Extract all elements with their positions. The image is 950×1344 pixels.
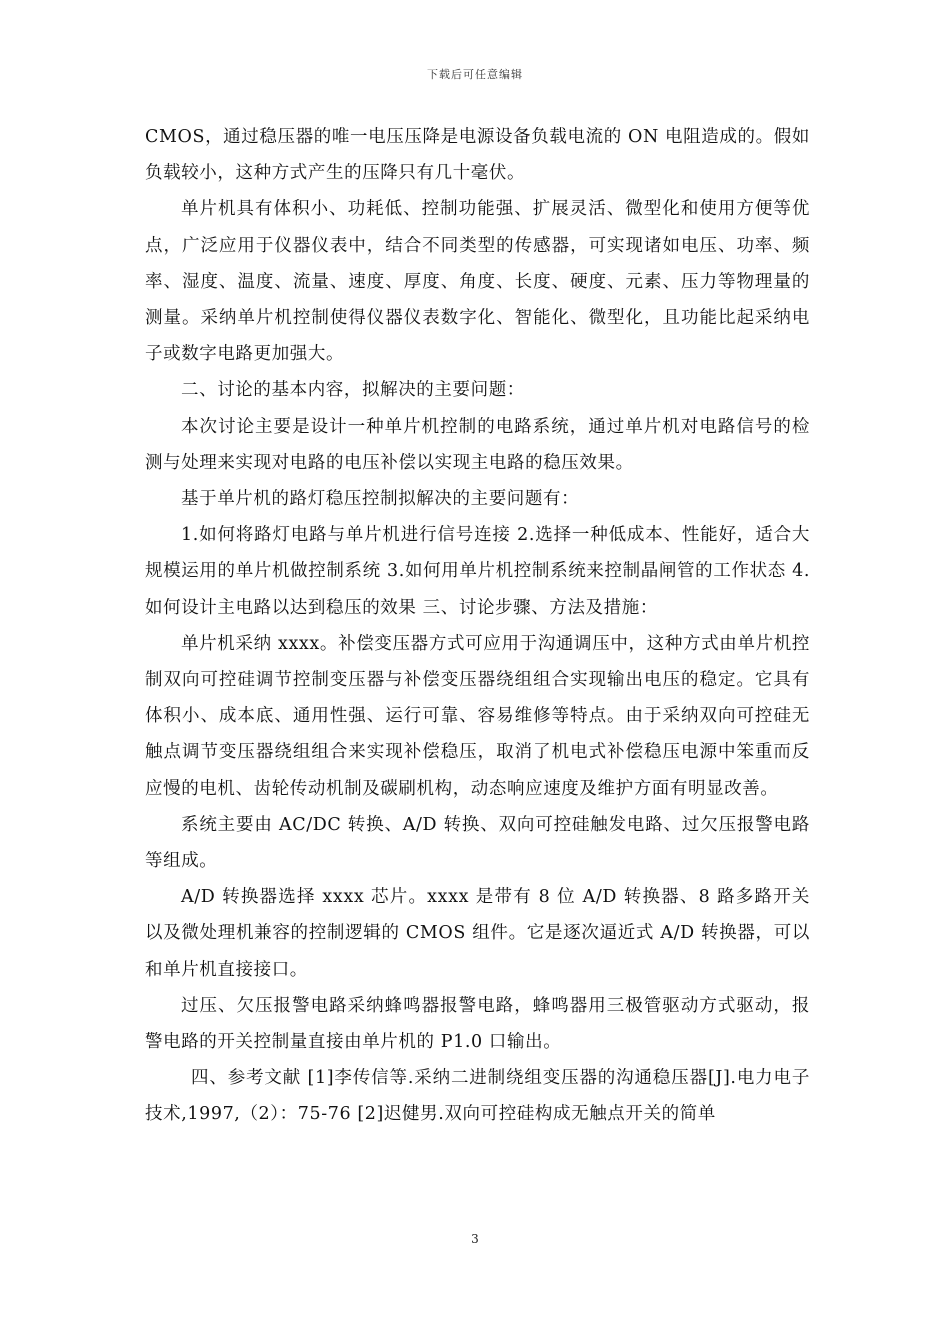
document-body: [145, 119, 810, 1133]
paragraph-research-goal: 本次讨论主要是设计一种单片机控制的电路系统，通过单片机对电路信号的检测与处理来实现对电路的电压补偿以实现主电路的稳压效果。: [145, 416, 810, 473]
page-header: 下载后可任意编辑: [427, 68, 523, 81]
paragraph-cmos-continuation: CMOS，通过稳压器的唯一电压压降是电源设备负载电流的 ON 电阻造成的。假如负载较小，这种方式产生的压降只有几十毫伏。: [145, 127, 810, 184]
paragraph-problems-intro: 基于单片机的路灯稳压控制拟解决的主要问题有：: [181, 489, 580, 510]
paragraph-alarm-circuit: 过压、欠压报警电路采纳蜂鸣器报警电路，蜂鸣器用三极管驱动方式驱动，报警电路的开关控制量直接由单片机的 P1.0 口输出。: [145, 995, 810, 1053]
paragraph-ad-converter: A/D 转换器选择 xxxx 芯片。xxxx 是带有 8 位 A/D 转换器、8 路多路开关以及微处理机兼容的控制逻辑的 CMOS 组件。它是逐次逼近式 A/D 转换器，可以和单片机直接接口。: [145, 887, 810, 980]
paragraph-compensation-method: 单片机采纳 xxxx。补偿变压器方式可应用于沟通调压中，这种方式由单片机控制双向可控硅调节控制变压器与补偿变压器绕组组合实现输出电压的稳定。它具有体积小、成本底、通用性强、运行可靠、容易维修等特点。由于采纳双向可控硅无触点调节变压器绕组组合来实现补偿稳压，取消了机电式补偿稳压电源中笨重而反应慢的电机、齿轮传动机制及碳刷机构，动态响应速度及维护方面有明显改善。: [145, 633, 810, 799]
paragraph-references: 四、参考文献 [1]李传信等.采纳二进制绕组变压器的沟通稳压器[J].电力电子技术,1997,（2）：75-76 [2]迟健男.双向可控硅构成无触点开关的简单: [145, 1068, 810, 1125]
section-heading-basic-content: 二、讨论的基本内容，拟解决的主要问题：: [181, 380, 525, 401]
paragraph-mcu-advantages: 单片机具有体积小、功耗低、控制功能强、扩展灵活、微型化和使用方便等优点，广泛应用于仪器仪表中，结合不同类型的传感器，可实现诸如电压、功率、频率、湿度、温度、流量、速度、厚度、角度、长度、硬度、元素、压力等物理量的测量。采纳单片机控制使得仪器仪表数字化、智能化、微型化，且功能比起采纳电子或数字电路更加强大。: [145, 199, 810, 365]
paragraph-system-components: 系统主要由 AC/DC 转换、A/D 转换、双向可控硅触发电路、过欠压报警电路等组成。: [145, 814, 810, 872]
page-number: 3: [471, 1232, 479, 1246]
paragraph-problems-list: 1.如何将路灯电路与单片机进行信号连接 2.选择一种低成本、性能好，适合大规模运用的单片机做控制系统 3.如何用单片机控制系统来控制晶闸管的工作状态 4.如何设计主电路以达到稳压的效果 三、讨论步骤、方法及措施：: [145, 525, 810, 618]
